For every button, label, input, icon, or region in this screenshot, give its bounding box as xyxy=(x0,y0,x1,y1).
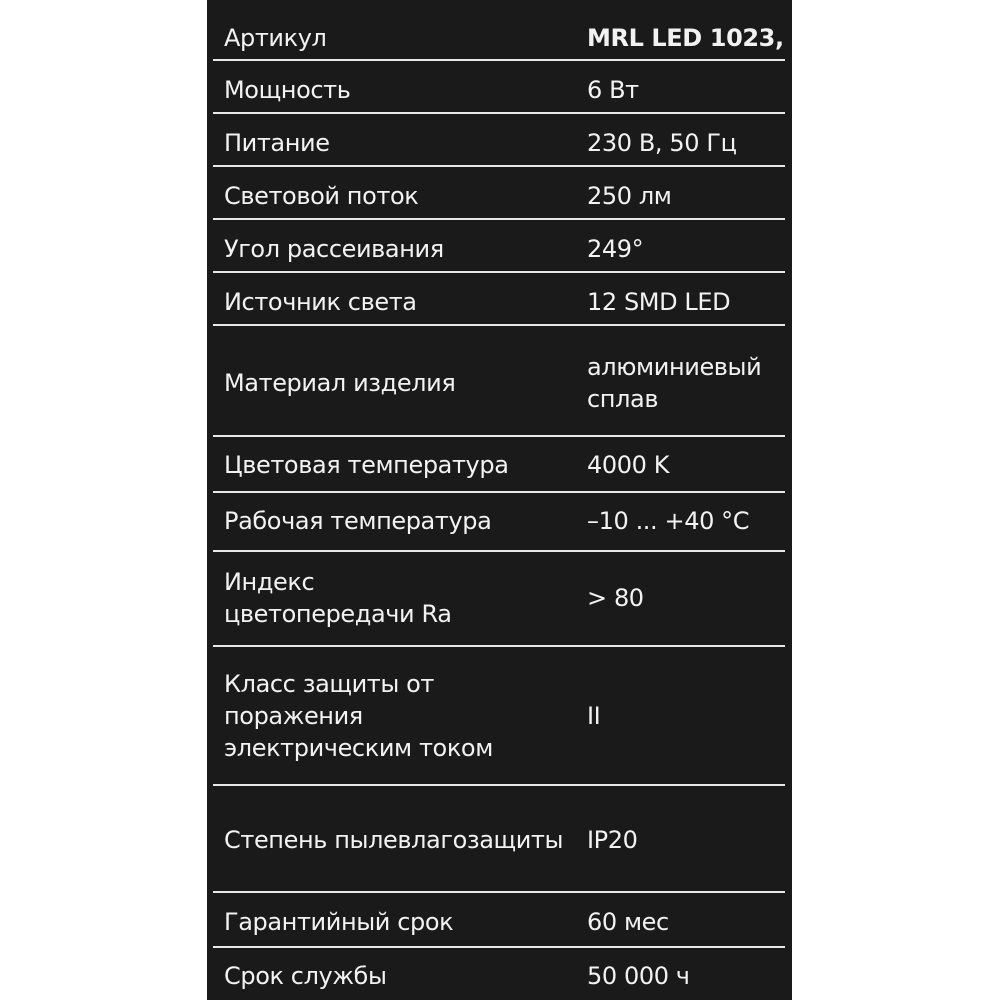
spec-row-luminous-flux xyxy=(207,168,792,224)
row-divider xyxy=(213,165,785,167)
spec-label: Рабочая температура xyxy=(224,507,492,535)
spec-value: 4000 K xyxy=(587,451,670,479)
spec-row-supply xyxy=(207,115,792,171)
spec-value: 250 лм xyxy=(587,182,672,210)
spec-label: Питание xyxy=(224,129,330,157)
spec-value: II xyxy=(587,702,601,730)
spec-label: Мощность xyxy=(224,76,351,104)
row-divider xyxy=(213,271,785,273)
spec-label: Индекс цветопередачи Ra xyxy=(224,568,452,628)
spec-label: Световой поток xyxy=(224,182,419,210)
spec-value: 6 Вт xyxy=(587,76,639,104)
spec-value: 60 мес xyxy=(587,908,669,936)
spec-row-power xyxy=(207,62,792,118)
spec-row-operating-temperature xyxy=(207,494,792,548)
spec-row-material xyxy=(207,335,792,431)
row-divider xyxy=(213,550,785,552)
spec-value: MRL LED 1023, xyxy=(587,24,784,52)
spec-value: > 80 xyxy=(587,584,644,612)
spec-value: 50 000 ч xyxy=(587,962,690,990)
row-divider xyxy=(213,435,785,437)
spec-label: Угол рассеивания xyxy=(224,235,444,263)
spec-row-article xyxy=(207,10,792,66)
spec-label: Цветовая температура xyxy=(224,451,509,479)
spec-value: 12 SMD LED xyxy=(587,288,731,316)
spec-row-light-source xyxy=(207,274,792,330)
spec-value: 249° xyxy=(587,235,644,263)
row-divider xyxy=(213,891,785,893)
spec-row-electric-protection-class xyxy=(207,670,792,762)
row-divider xyxy=(213,59,785,61)
spec-value: –10 ... +40 °С xyxy=(587,507,750,535)
row-divider xyxy=(213,112,785,114)
spec-label: Срок службы xyxy=(224,962,387,990)
row-divider xyxy=(213,218,785,220)
spec-row-ingress-protection xyxy=(207,812,792,868)
spec-label: Артикул xyxy=(224,24,327,52)
row-divider xyxy=(213,784,785,786)
spec-label: Гарантийный срок xyxy=(224,908,454,936)
row-divider xyxy=(213,324,785,326)
spec-label: Степень пылевлагозащиты xyxy=(224,826,564,854)
row-divider xyxy=(213,491,785,493)
spec-value: IP20 xyxy=(587,826,638,854)
spec-value: 230 В, 50 Гц xyxy=(587,129,737,157)
spec-label: Источник света xyxy=(224,288,417,316)
spec-row-service-life xyxy=(207,948,792,1000)
spec-sheet xyxy=(207,0,792,1000)
spec-value: алюминиевый сплав xyxy=(587,353,762,413)
spec-row-cri xyxy=(207,560,792,636)
spec-row-beam-angle xyxy=(207,221,792,277)
spec-row-warranty xyxy=(207,894,792,950)
row-divider xyxy=(213,645,785,647)
spec-label: Класс защиты от поражения электрическим током xyxy=(224,670,493,762)
spec-label: Материал изделия xyxy=(224,369,456,397)
spec-row-color-temperature xyxy=(207,438,792,492)
